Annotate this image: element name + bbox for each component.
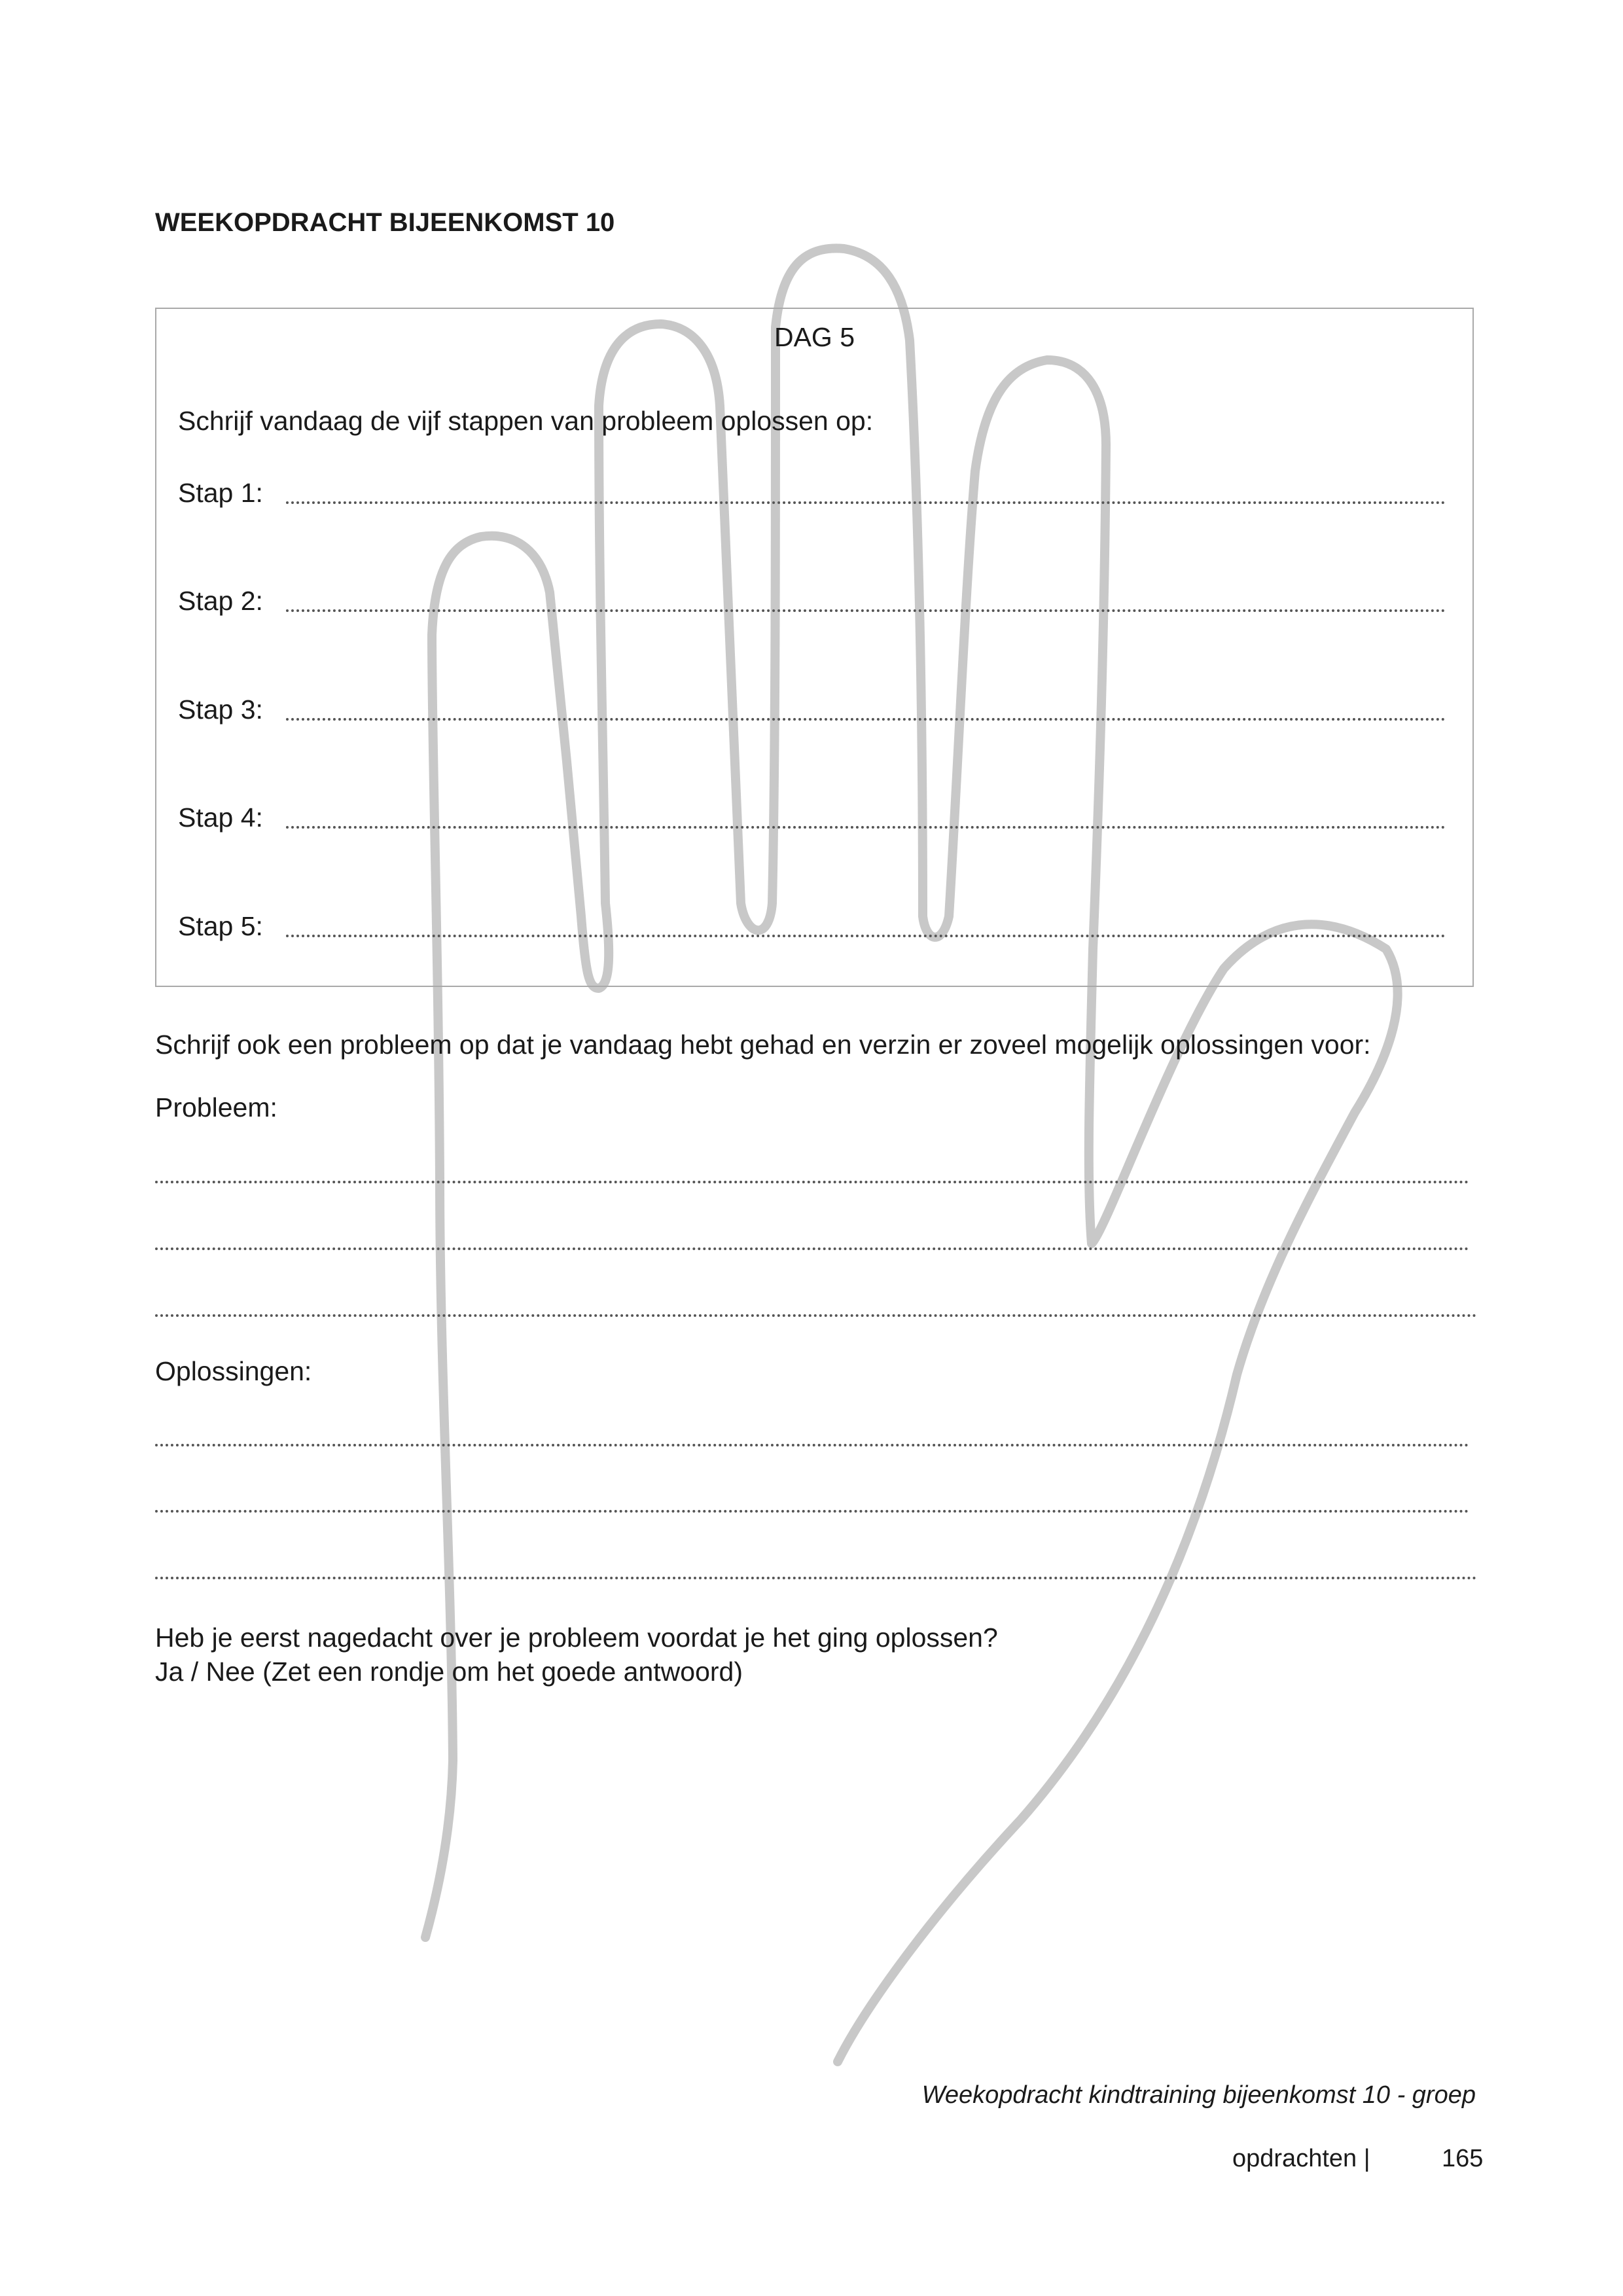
solution-answer-line[interactable] (155, 1510, 1469, 1513)
problem-question: Schrijf ook een probleem op dat je vandaag hebt gehad en verzin er zoveel mogelijk oplossingen voor: (155, 1030, 1371, 1060)
step-4-label: Stap 4: (178, 802, 263, 833)
step-3-label: Stap 3: (178, 694, 263, 725)
page-number: 165 (1442, 2145, 1484, 2172)
problem-label: Probleem: (155, 1092, 277, 1122)
solutions-label: Oplossingen: (155, 1356, 312, 1386)
problem-answer-line[interactable] (155, 1181, 1469, 1183)
solution-answer-line[interactable] (155, 1577, 1477, 1579)
problem-answer-line[interactable] (155, 1247, 1469, 1250)
solution-answer-line[interactable] (155, 1444, 1469, 1446)
step-1-answer-line[interactable] (286, 501, 1446, 504)
problem-answer-line[interactable] (155, 1314, 1477, 1317)
step-2-label: Stap 2: (178, 586, 263, 616)
step-5-label: Stap 5: (178, 911, 263, 941)
day-label: DAG 5 (774, 322, 855, 352)
yes-no-choice[interactable]: Ja / Nee (Zet een rondje om het goede antwoord) (155, 1657, 743, 1687)
page-title: WEEKOPDRACHT BIJEENKOMST 10 (155, 208, 615, 237)
step-3-answer-line[interactable] (286, 718, 1446, 721)
step-4-answer-line[interactable] (286, 826, 1446, 829)
step-1-label: Stap 1: (178, 478, 263, 508)
footer-section: opdrachten | (1232, 2145, 1370, 2172)
footer-title: Weekopdracht kindtraining bijeenkomst 10 - groep (921, 2081, 1476, 2109)
reflection-question: Heb je eerst nagedacht over je probleem voordat je het ging oplossen? (155, 1623, 998, 1653)
step-5-answer-line[interactable] (286, 935, 1446, 937)
step-2-answer-line[interactable] (286, 609, 1446, 612)
steps-instruction: Schrijf vandaag de vijf stappen van probleem oplossen op: (178, 406, 874, 436)
